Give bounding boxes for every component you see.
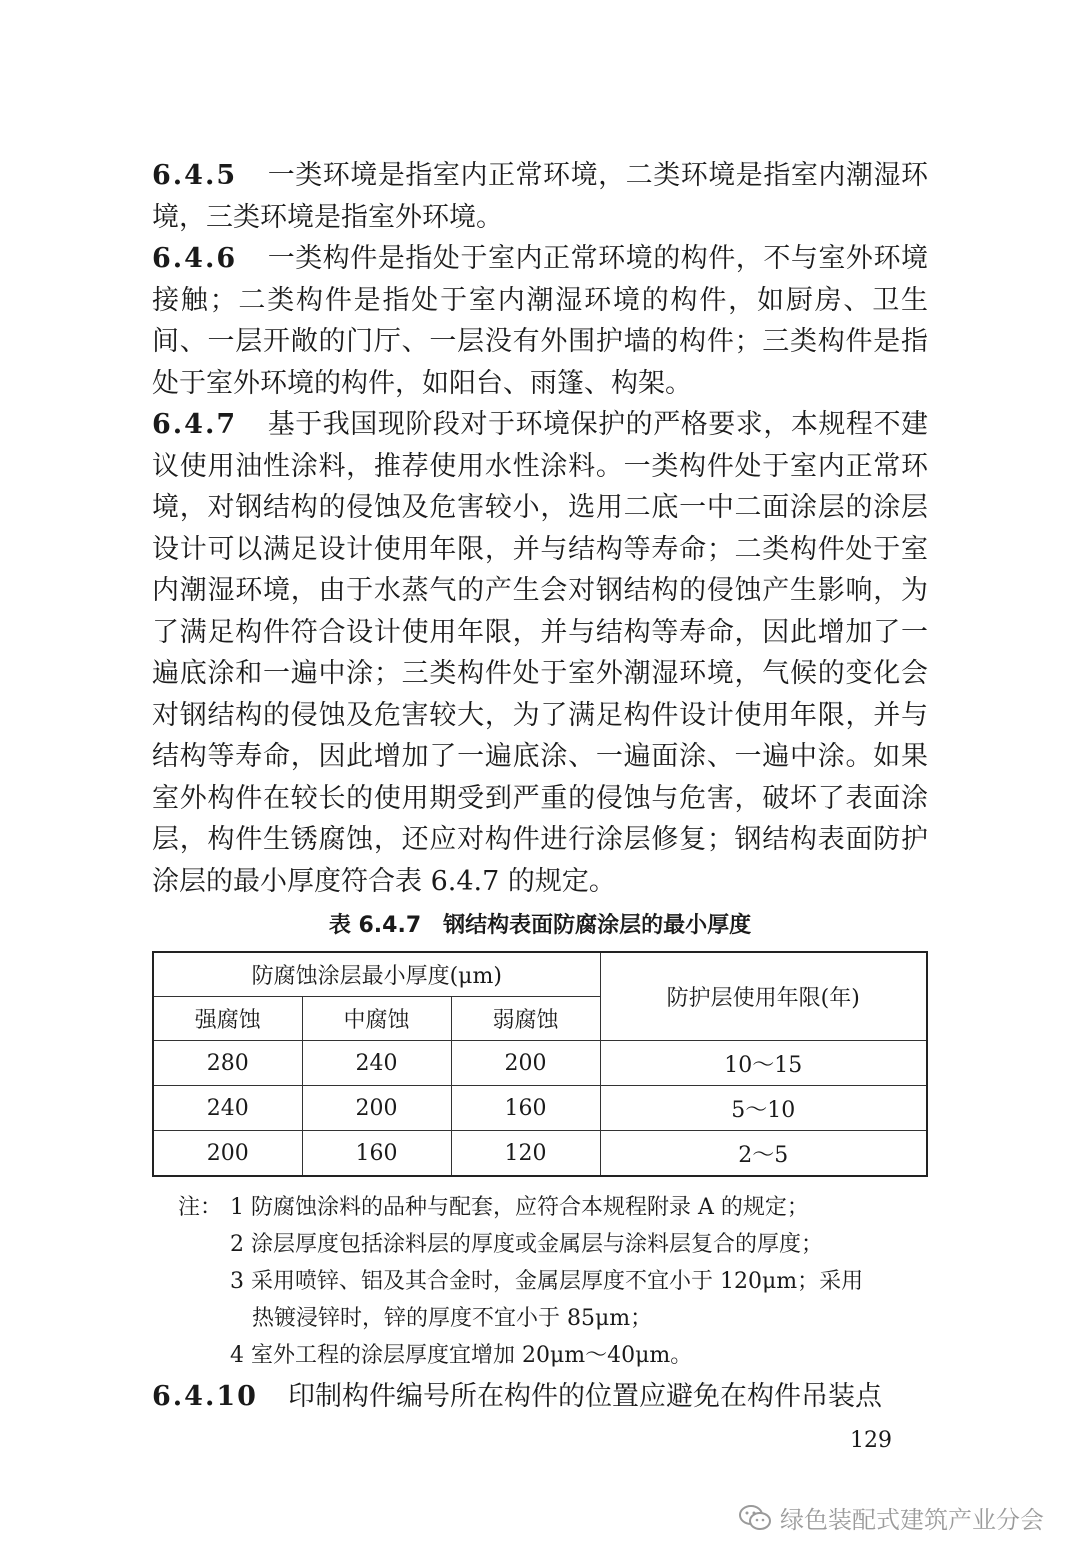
column-header-strong: 强腐蚀 xyxy=(153,997,302,1041)
note-item xyxy=(152,1189,928,1226)
table-cell: 5～10 xyxy=(600,1086,927,1131)
clause-text: 印制构件编号所在构件的位置应避免在构件吊装点 xyxy=(287,1381,882,1412)
table-cell: 200 xyxy=(451,1041,600,1086)
clause-number: 6.4.6 xyxy=(152,243,238,274)
column-header-weak: 弱腐蚀 xyxy=(451,997,600,1041)
clause-6-4-5 xyxy=(152,155,928,238)
note-text: 3 采用喷锌、铝及其合金时，金属层厚度不宜小于 120μm；采用 xyxy=(230,1269,864,1294)
note-item-continuation xyxy=(152,1300,928,1337)
table-row xyxy=(153,1131,927,1177)
table-row xyxy=(153,1041,927,1086)
note-item xyxy=(152,1226,928,1263)
note-item xyxy=(152,1263,928,1300)
table-cell: 200 xyxy=(302,1086,451,1131)
table-cell: 2～5 xyxy=(600,1131,927,1177)
wechat-icon xyxy=(738,1503,772,1533)
table-cell: 10～15 xyxy=(600,1041,927,1086)
table-title: 表 6.4.7 钢结构表面防腐涂层的最小厚度 xyxy=(328,913,752,938)
table-cell: 160 xyxy=(451,1086,600,1131)
watermark-text: 绿色装配式建筑产业分会 xyxy=(780,1506,1044,1534)
table-row xyxy=(153,1086,927,1131)
table-notes xyxy=(152,1189,928,1374)
clause-text: 一类环境是指室内正常环境，二类环境是指室内潮湿环境，三类环境是指室外环境。 xyxy=(152,160,928,233)
table-cell: 120 xyxy=(451,1131,600,1177)
clause-text: 一类构件是指处于室内正常环境的构件，不与室外环境接触；二类构件是指处于室内潮湿环境的构件，如厨房、卫生间、一层开敞的门厅、一层没有外围护墙的构件；三类构件是指处于室外环境的构件，如阳台、雨篷、构架。 xyxy=(152,243,928,399)
clause-number: 6.4.7 xyxy=(152,409,238,440)
clause-6-4-6 xyxy=(152,238,928,404)
document-page xyxy=(152,155,928,1418)
life-header: 防护层使用年限(年) xyxy=(600,952,927,1041)
clause-text: 基于我国现阶段对于环境保护的严格要求，本规程不建议使用油性涂料，推荐使用水性涂料。一类构件处于室内正常环境，对钢结构的侵蚀及危害较小，选用二底一中二面涂层的涂层设计可以满足设计使用年限，并与结构等寿命；二类构件处于室内潮湿环境，由于水蒸气的产生会对钢结构的侵蚀产生影响，为了满足构件符合设计使用年限，并与结构等寿命，因此增加了一遍底涂和一遍中涂；三类构件处于室外潮湿环境，气候的变化会对钢结构的侵蚀及危害较大，为了满足构件设计使用年限，并与结构等寿命，因此增加了一遍底涂、一遍面涂、一遍中涂。如果室外构件在较长的使用期受到严重的侵蚀与危害，破坏了表面涂层，构件生锈腐蚀，还应对构件进行涂层修复；钢结构表面防护涂层的最小厚度符合表 6.4.7 的规定。 xyxy=(152,409,928,897)
watermark xyxy=(738,1500,1044,1535)
notes-label: 注： xyxy=(178,1195,223,1220)
note-text: 热镀浸锌时，锌的厚度不宜小于 85μm； xyxy=(252,1306,653,1331)
table-cell: 280 xyxy=(153,1041,302,1086)
table-cell: 240 xyxy=(153,1086,302,1131)
column-header-medium: 中腐蚀 xyxy=(302,997,451,1041)
note-text: 2 涂层厚度包括涂料层的厚度或金属层与涂料层复合的厚度； xyxy=(230,1232,823,1257)
clause-6-4-7 xyxy=(152,404,928,902)
table-cell: 160 xyxy=(302,1131,451,1177)
note-text: 1 防腐蚀涂料的品种与配套，应符合本规程附录 A 的规定； xyxy=(230,1195,809,1220)
coating-thickness-table xyxy=(152,951,928,1177)
page-number: 129 xyxy=(850,1428,892,1453)
note-item xyxy=(152,1337,928,1374)
table-cell: 240 xyxy=(302,1041,451,1086)
clause-number: 6.4.5 xyxy=(152,160,238,191)
note-text: 4 室外工程的涂层厚度宜增加 20μm～40μm。 xyxy=(230,1343,693,1368)
clause-number: 6.4.10 xyxy=(152,1381,258,1412)
clause-6-4-10 xyxy=(152,1376,928,1418)
table-cell: 200 xyxy=(153,1131,302,1177)
group-header: 防腐蚀涂层最小厚度(μm) xyxy=(153,952,600,997)
